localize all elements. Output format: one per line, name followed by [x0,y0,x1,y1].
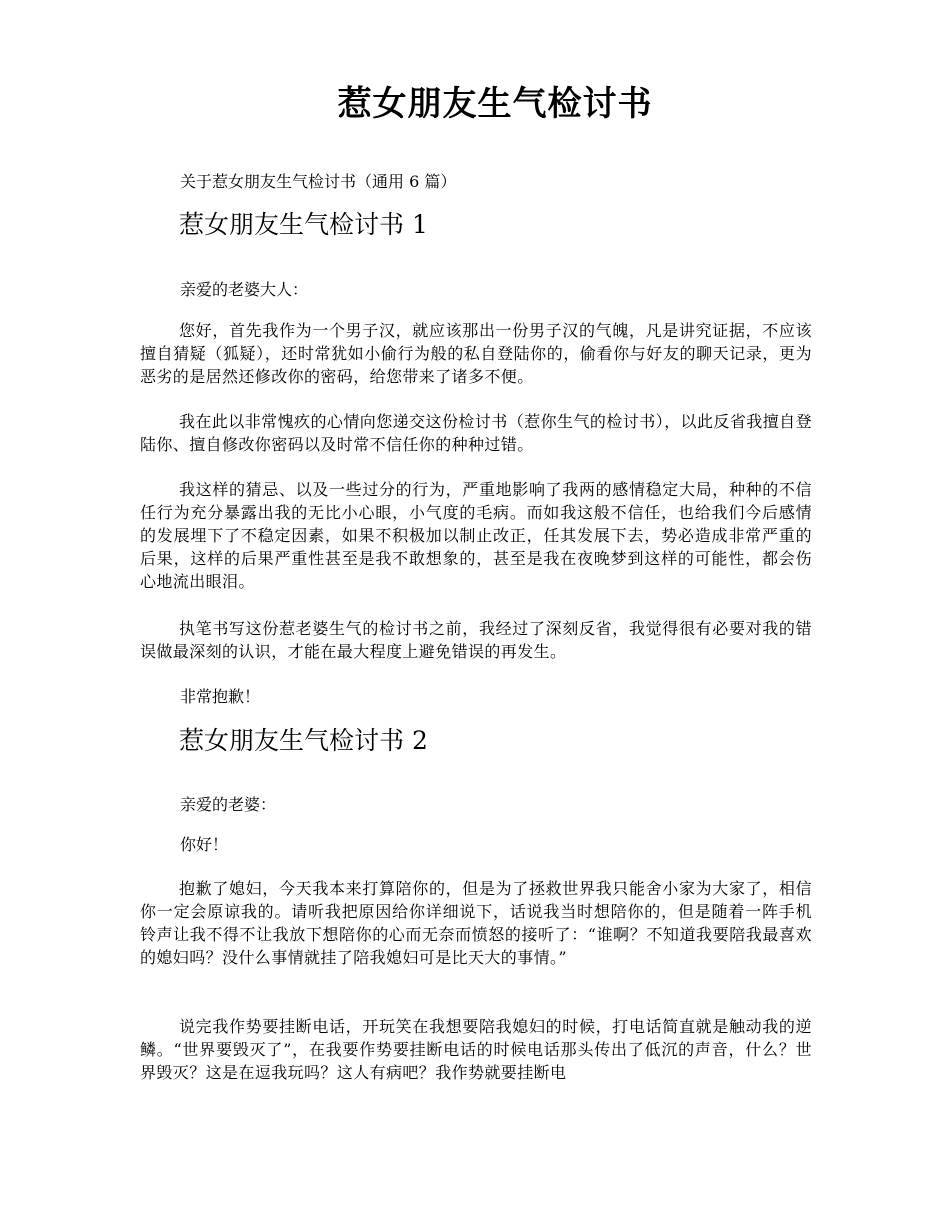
section-2-heading: 惹女朋友生气检讨书 2 [179,726,428,755]
section-2-paragraph-2: 说完我作势要挂断电话，开玩笑在我想要陪我媳妇的时候，打电话简直就是触动我的逆鳞。“世界要毁灭了”，在我要作势要挂断电话的时候电话那头传出了低沉的声音，什么？世界毁灭？这是在逗我玩吗？这人有病吧？我作势就要挂断电 [140,1017,812,1082]
document-title: 惹女朋友生气检讨书 [337,84,653,124]
section-2-salutation: 你好！ [180,835,229,854]
section-1-greeting: 亲爱的老婆大人： [180,280,309,299]
section-1-closing: 非常抱歉！ [180,687,261,706]
section-2-paragraph-1: 抱歉了媳妇，今天我本来打算陪你的，但是为了拯救世界我只能舍小家为大家了，相信你一定会原谅我的。请听我把原因给你详细说下，话说我当时想陪你的，但是随着一阵手机铃声让我不得不让我放下想陪你的心而无奈而愤怒的接听了：“谁啊？不知道我要陪我最喜欢的媳妇吗？没什么事情就挂了陪我媳妇可是比天大的事情。” [140,879,812,967]
section-1-paragraph-1: 您好，首先我作为一个男子汉，就应该那出一份男子汉的气魄，凡是讲究证据，不应该擅自猜疑（狐疑），还时常犹如小偷行为般的私自登陆你的，偷看你与好友的聊天记录，更为恶劣的是居然还修改你的密码，给您带来了诸多不便。 [140,321,812,386]
section-2-greeting: 亲爱的老婆： [180,795,277,814]
section-1-heading: 惹女朋友生气检讨书 1 [179,210,428,239]
section-1-paragraph-4: 执笔书写这份惹老婆生气的检讨书之前，我经过了深刻反省，我觉得很有必要对我的错误做最深刻的认识，才能在最大程度上避免错误的再发生。 [140,619,812,661]
section-1-paragraph-3: 我这样的猜忌、以及一些过分的行为，严重地影响了我两的感情稳定大局，种种的不信任行为充分暴露出我的无比小心眼，小气度的毛病。而如我这般不信任，也给我们今后感情的发展埋下了不稳定因素，如果不积极加以制止改正，任其发展下去，势必造成非常严重的后果，这样的后果严重性甚至是我不敢想象的，甚至是我在夜晚梦到这样的可能性，都会伤心地流出眼泪。 [140,480,812,591]
intro-line: 关于惹女朋友生气检讨书（通用 6 篇） [180,172,457,191]
section-1-paragraph-2: 我在此以非常愧疚的心情向您递交这份检讨书（惹你生气的检讨书），以此反省我擅自登陆你、擅自修改你密码以及时常不信任你的种种过错。 [140,412,812,454]
